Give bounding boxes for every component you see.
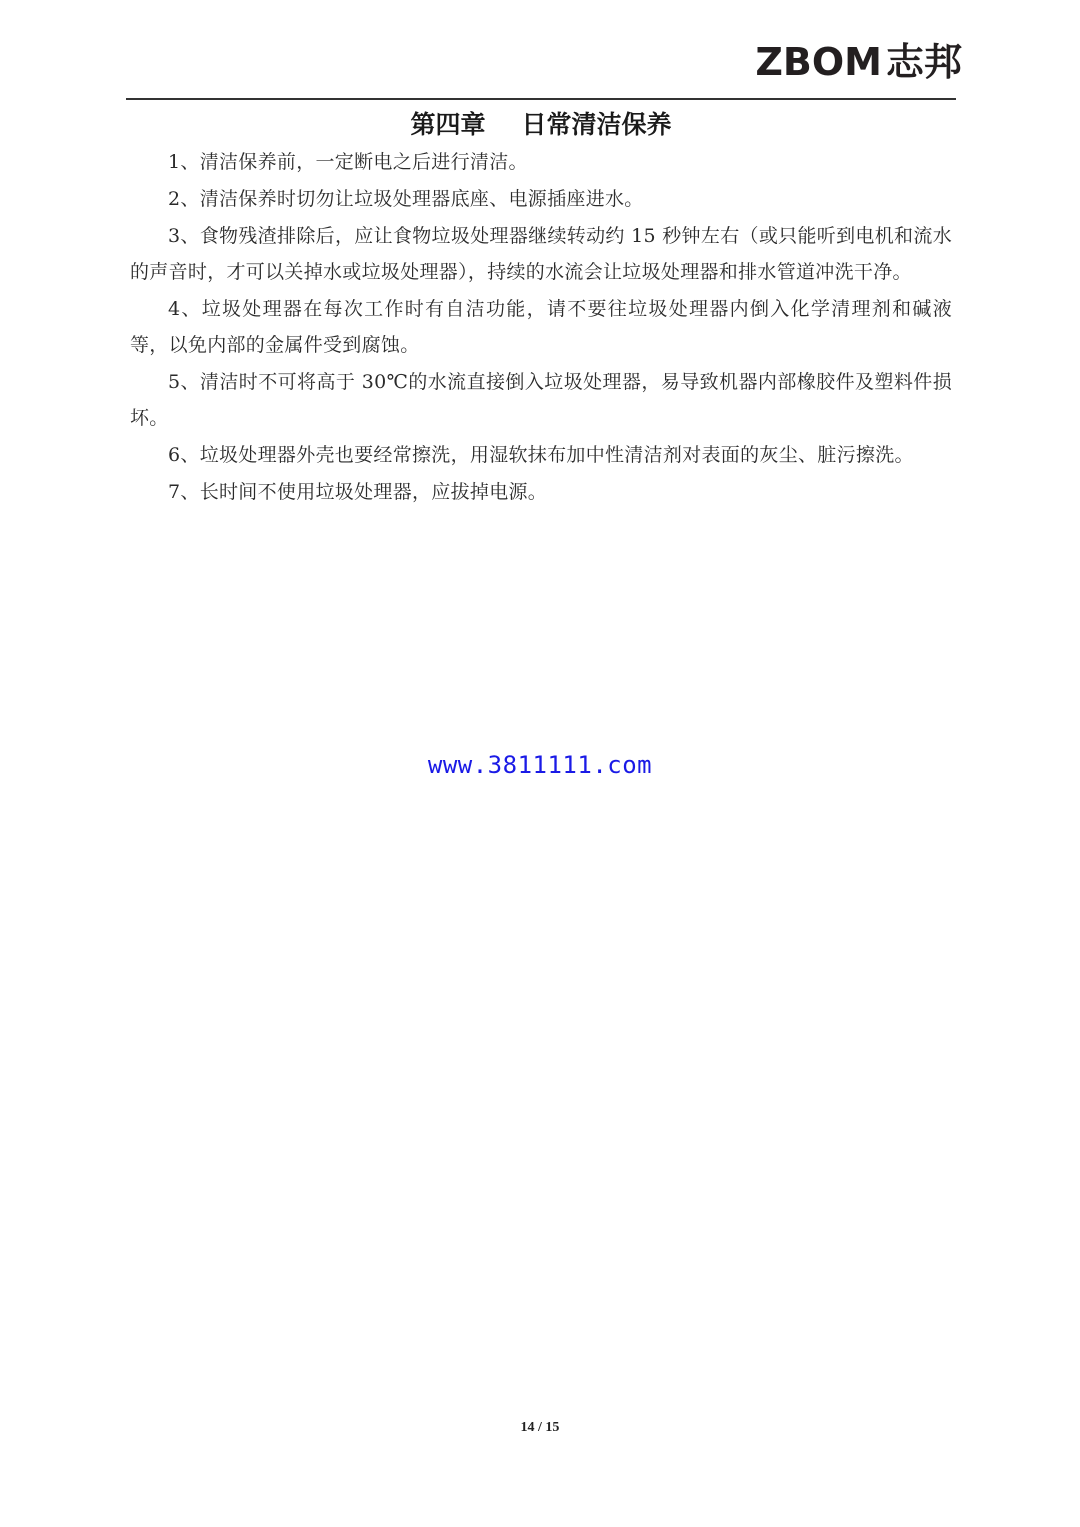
paragraph-6: 6、垃圾处理器外壳也要经常擦洗，用湿软抹布加中性清洁剂对表面的灰尘、脏污擦洗。 <box>168 444 914 466</box>
chapter-number: 第四章 <box>410 110 486 139</box>
website-link[interactable]: www.3811111.com <box>427 751 653 779</box>
brand-logo <box>755 38 962 86</box>
paragraph-5: 5、清洁时不可将高于 30℃的水流直接倒入垃圾处理器，易导致机器内部橡胶件及塑料件损坏。 <box>130 371 952 429</box>
chapter-heading <box>126 106 956 144</box>
page-number: 14 / 15 <box>520 1420 560 1435</box>
paragraph-7: 7、长时间不使用垃圾处理器，应拔掉电源。 <box>168 481 548 503</box>
chapter-body <box>130 144 952 511</box>
chapter-title: 日常清洁保养 <box>521 110 672 139</box>
paragraph-1: 1、清洁保养前，一定断电之后进行清洁。 <box>168 151 528 173</box>
header-divider <box>126 98 956 100</box>
paragraph-2: 2、清洁保养时切勿让垃圾处理器底座、电源插座进水。 <box>168 188 644 210</box>
paragraph-4: 4、垃圾处理器在每次工作时有自洁功能，请不要往垃圾处理器内倒入化学清理剂和碱液等，以免内部的金属件受到腐蚀。 <box>130 298 952 356</box>
brand-logo-cjk: 志邦 <box>885 40 962 84</box>
brand-logo-latin: ZBOM <box>755 40 882 84</box>
paragraph-3: 3、食物残渣排除后，应让食物垃圾处理器继续转动约 15 秒钟左右（或只能听到电机和流水的声音时，才可以关掉水或垃圾处理器），持续的水流会让垃圾处理器和排水管道冲洗干净。 <box>130 225 952 283</box>
